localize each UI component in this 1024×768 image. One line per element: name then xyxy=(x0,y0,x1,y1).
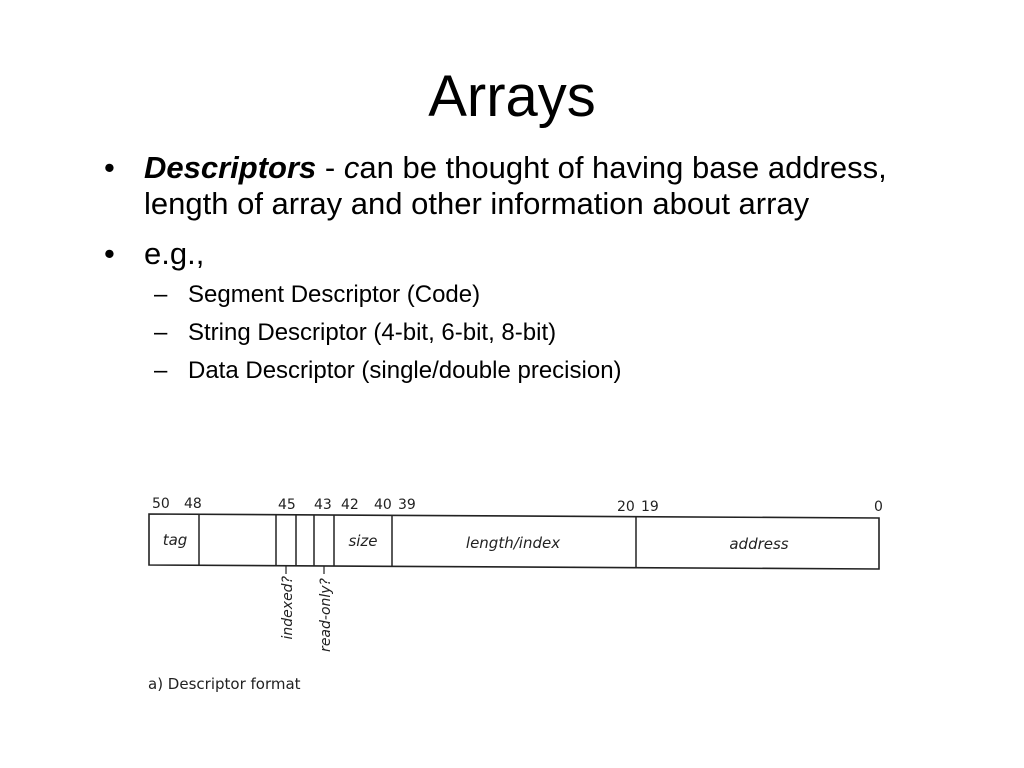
sub-bullet-segment xyxy=(104,280,964,309)
dash-marker: – xyxy=(154,319,168,346)
bit-number-40: 40 xyxy=(374,497,392,513)
sub-bullet-string xyxy=(104,318,964,347)
sub-bullet-text: Data Descriptor (single/double precision) xyxy=(188,357,622,384)
descriptor-format-figure xyxy=(0,480,1024,710)
descriptors-definition: an be thought of having base address, length of array and other information about array xyxy=(144,150,887,221)
bullet-descriptors xyxy=(104,150,964,222)
field-size: size xyxy=(348,532,378,550)
eg-text: e.g., xyxy=(144,236,205,271)
sub-bullet-text: String Descriptor (4-bit, 6-bit, 8-bit) xyxy=(188,319,557,346)
bit-number-39: 39 xyxy=(398,497,416,513)
sub-bullet-list xyxy=(104,280,964,385)
diagram-caption: a) Descriptor format xyxy=(148,675,301,693)
descriptor-format-diagram xyxy=(0,480,1024,710)
flag-read-only: read-only? xyxy=(318,578,334,652)
bit-number-19: 19 xyxy=(641,499,659,515)
field-address: address xyxy=(729,535,789,553)
dash-marker: – xyxy=(154,357,168,384)
field-tag: tag xyxy=(162,531,188,549)
field-length-index: length/index xyxy=(465,534,561,552)
flag-indexed: indexed? xyxy=(280,576,296,640)
bullet-marker: • xyxy=(104,150,115,185)
sub-bullet-text: Segment Descriptor (Code) xyxy=(188,281,481,308)
sub-bullet-data xyxy=(104,356,964,385)
bit-number-42: 42 xyxy=(341,497,359,513)
bullet-eg xyxy=(104,236,964,272)
bullet-list xyxy=(104,150,964,394)
descriptors-term: Descriptors xyxy=(144,150,317,185)
bit-number-50: 50 xyxy=(152,496,170,512)
bit-number-45: 45 xyxy=(278,497,296,513)
italic-c: c xyxy=(343,150,360,185)
bit-number-48: 48 xyxy=(184,496,202,512)
bit-number-0: 0 xyxy=(874,499,883,515)
bit-number-20: 20 xyxy=(617,499,635,515)
bullet-marker: • xyxy=(104,236,115,271)
separator: - xyxy=(316,150,344,185)
slide-title: Arrays xyxy=(428,64,596,129)
dash-marker: – xyxy=(154,281,168,308)
bit-number-43: 43 xyxy=(314,497,332,513)
